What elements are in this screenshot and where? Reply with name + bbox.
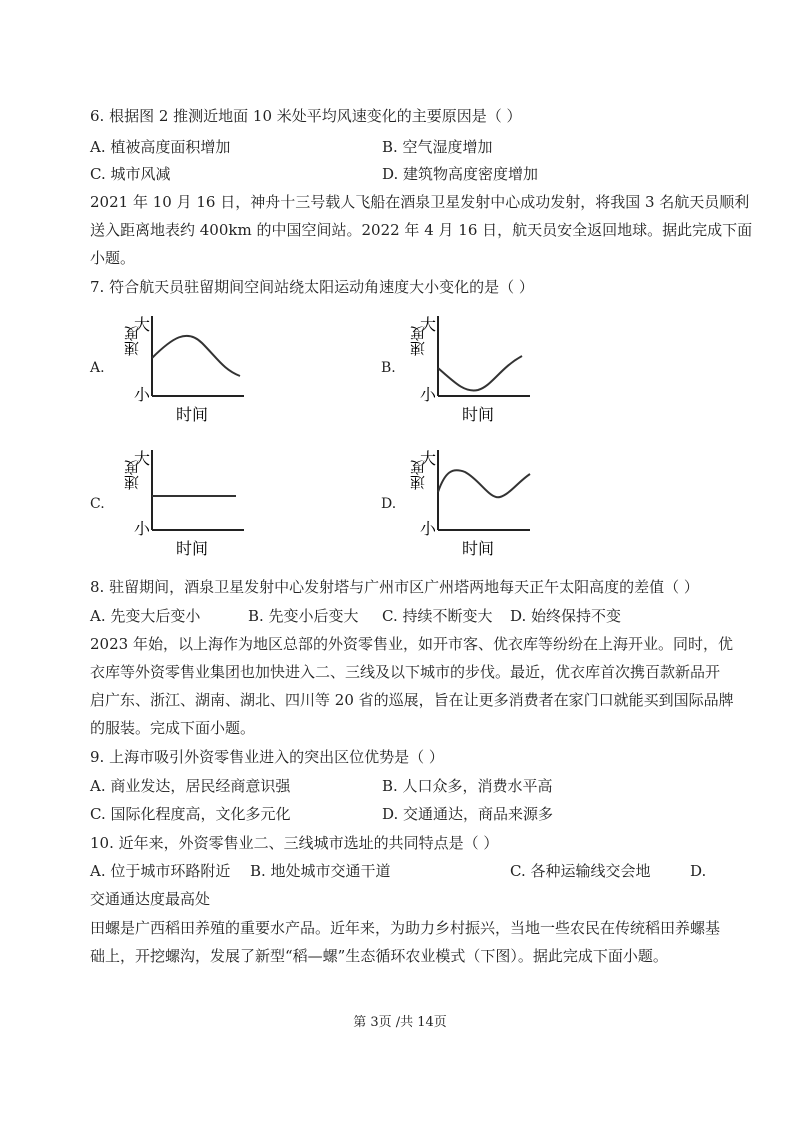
page-footer: 第 3页 /共 14页 [353, 1015, 447, 1030]
q9-option-c[interactable]: C. 国际化程度高，文化多元化 [90, 805, 291, 823]
axis-y-label: 速度 [409, 326, 427, 356]
axis-top-label: 大 [134, 315, 151, 334]
q8-option-d[interactable]: D. 始终保持不变 [510, 607, 622, 625]
axis-top-label: 大 [134, 449, 151, 468]
q10-option-c[interactable]: C. 各种运输线交会地 [510, 862, 651, 880]
q7-stem: 7. 符合航天员驻留期间空间站绕太阳运动角速度大小变化的是（ ） [90, 278, 534, 296]
passage2-line-3: 启广东、浙江、湖南、湖北、四川等 20 省的巡展，旨在让更多消费者在家门口就能买到国际品牌 [90, 691, 734, 709]
axis-x-label: 时间 [176, 405, 209, 424]
q10-option-d-text[interactable]: 交通通达度最高处 [90, 890, 211, 908]
q6-option-b[interactable]: B. 空气湿度增加 [382, 138, 493, 156]
speed-curve [438, 470, 530, 497]
axis-bottom-label: 小 [420, 385, 437, 404]
passage2-line-1: 2023 年始，以上海作为地区总部的外资零售业，如开市客、优衣库等纷纷在上海开业。同时，优 [90, 635, 733, 653]
q10-option-d[interactable]: D. [690, 862, 707, 880]
speed-curve [438, 356, 522, 391]
q9-option-d[interactable]: D. 交通通达，商品来源多 [382, 805, 554, 823]
axis-bottom-label: 小 [134, 385, 151, 404]
passage3-line-2: 础上，开挖螺沟，发展了新型“稻—螺”生态循环农业模式（下图）。据此完成下面小题。 [90, 947, 668, 965]
passage2-line-4: 的服装。完成下面小题。 [90, 719, 256, 737]
q8-stem: 8. 驻留期间，酒泉卫星发射中心发射塔与广州市区广州塔两地每天正午太阳高度的差值（ ） [90, 578, 699, 596]
q9-option-a[interactable]: A. 商业发达，居民经商意识强 [90, 777, 291, 795]
axis-y-label: 速度 [123, 460, 141, 490]
q7-graph-c[interactable] [112, 442, 252, 560]
q7-option-c-label[interactable]: C. [90, 496, 105, 512]
q7-graph-d[interactable] [400, 442, 540, 560]
q6-option-c[interactable]: C. 城市风减 [90, 165, 171, 183]
passage3-line-1: 田螺是广西稻田养殖的重要水产品。近年来，为助力乡村振兴，当地一些农民在传统稻田养螺基 [90, 919, 721, 937]
q10-option-b[interactable]: B. 地处城市交通干道 [250, 862, 391, 880]
passage1-line-2: 送入距离地表约 400km 的中国空间站。2022 年 4 月 16 日，航天员安全返回地球。据此完成下面 [90, 221, 753, 239]
q7-graph-b[interactable] [400, 308, 540, 426]
q9-option-b[interactable]: B. 人口众多，消费水平高 [382, 777, 553, 795]
axis-y-label: 速度 [409, 460, 427, 490]
axis-top-label: 大 [420, 315, 437, 334]
speed-curve [152, 336, 240, 376]
axis-bottom-label: 小 [134, 519, 151, 538]
q9-stem: 9. 上海市吸引外资零售业进入的突出区位优势是（ ） [90, 748, 444, 766]
q10-stem: 10. 近年来，外资零售业二、三线城市选址的共同特点是（ ） [90, 834, 499, 852]
axis-x-label: 时间 [462, 405, 495, 424]
passage1-line-1: 2021 年 10 月 16 日，神舟十三号载人飞船在酒泉卫星发射中心成功发射，将我国 3 名航天员顺利 [90, 193, 750, 211]
q8-option-a[interactable]: A. 先变大后变小 [90, 607, 201, 625]
q7-graph-a[interactable] [112, 308, 252, 426]
axis-bottom-label: 小 [420, 519, 437, 538]
q6-option-d[interactable]: D. 建筑物高度密度增加 [382, 165, 539, 183]
axis-x-label: 时间 [462, 539, 495, 558]
axis-top-label: 大 [420, 449, 437, 468]
q6-option-a[interactable]: A. 植被高度面积增加 [90, 138, 231, 156]
axis-y-label: 速度 [123, 326, 141, 356]
q6-stem: 6. 根据图 2 推测近地面 10 米处平均风速变化的主要原因是（ ） [90, 107, 522, 125]
q7-option-d-label[interactable]: D. [381, 496, 397, 512]
q7-option-b-label[interactable]: B. [381, 360, 396, 376]
passage1-line-3: 小题。 [90, 249, 136, 267]
passage2-line-2: 衣库等外资零售业集团也加快进入二、三线及以下城市的步伐。最近，优衣库首次携百款新品开 [90, 663, 721, 681]
q8-option-c[interactable]: C. 持续不断变大 [382, 607, 493, 625]
q10-option-a[interactable]: A. 位于城市环路附近 [90, 862, 231, 880]
axis-x-label: 时间 [176, 539, 209, 558]
q7-option-a-label[interactable]: A. [90, 360, 105, 376]
q8-option-b[interactable]: B. 先变小后变大 [248, 607, 359, 625]
